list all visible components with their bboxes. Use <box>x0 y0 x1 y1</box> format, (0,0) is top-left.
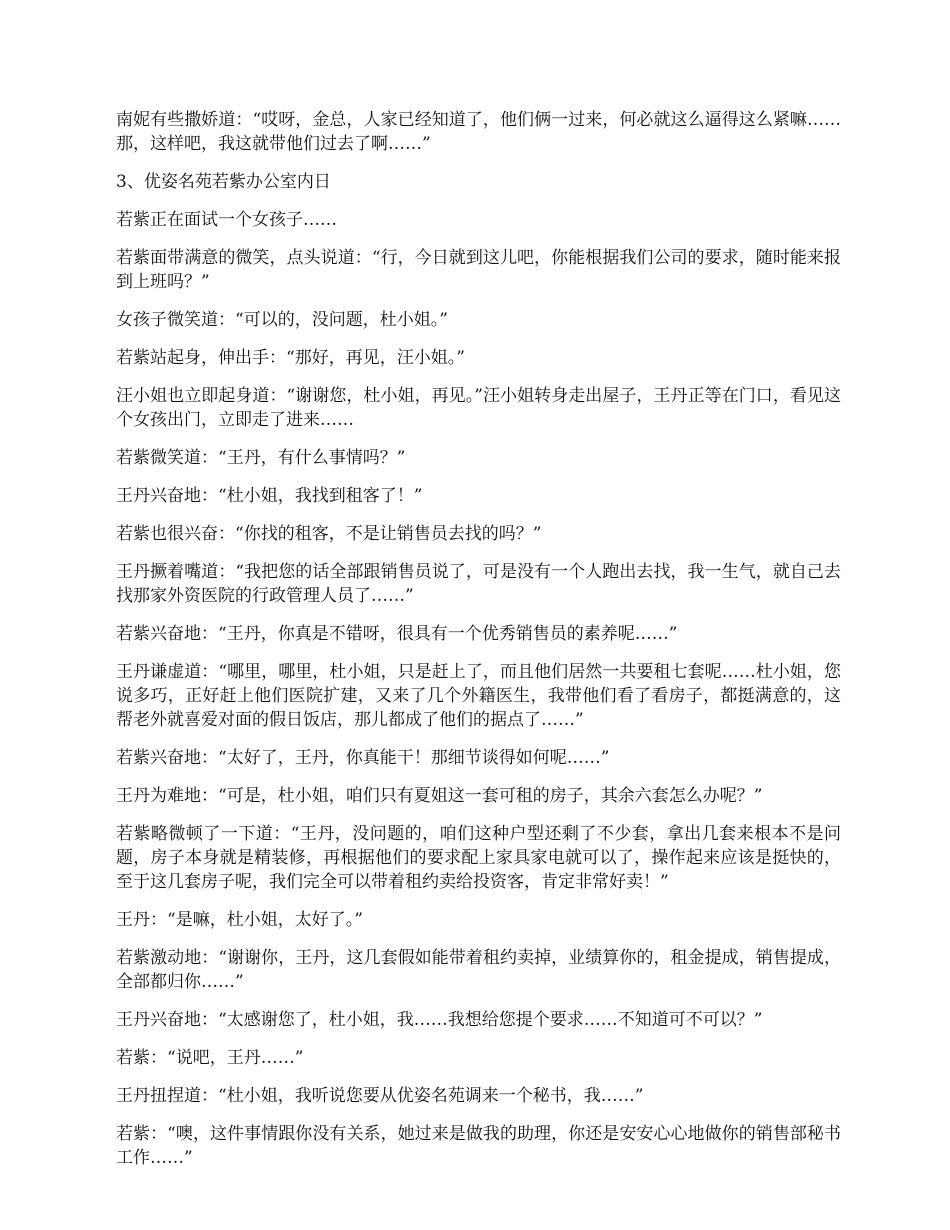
paragraph: 南妮有些撒娇道：“哎呀，金总，人家已经知道了，他们俩一过来，何必就这么逼得这么紧嘛……那，这样吧，我这就带他们过去了啊……” <box>116 110 841 154</box>
paragraph: 若紫面带满意的微笑，点头说道：“行，今日就到这儿吧，你能根据我们公司的要求，随时能来报到上班吗？” <box>116 248 841 292</box>
paragraph: 王丹兴奋地：“杜小姐，我找到租客了！” <box>116 486 423 506</box>
paragraph: 王丹谦虚道：“哪里，哪里，杜小姐，只是赶上了，而且他们居然一共要租七套呢……杜小姐，您说多巧，正好赶上他们医院扩建，又来了几个外籍医生，我带他们看了看房子，都挺满意的，这帮老外就喜爱对面的假日饭店，那儿都成了他们的据点了……” <box>116 662 841 730</box>
paragraph: 若紫也很兴奋：“你找的租客，不是让销售员去找的吗？” <box>116 524 542 544</box>
paragraph: 汪小姐也立即起身道：“谢谢您，杜小姐，再见。”汪小姐转身走出屋子，王丹正等在门口，看见这个女孩出门，立即走了进来…… <box>116 386 841 430</box>
scene-heading: 3、优姿名苑若紫办公室内日 <box>116 172 331 192</box>
paragraph: 王丹为难地：“可是，杜小姐，咱们只有夏姐这一套可租的房子，其余六套怎么办呢？” <box>116 786 763 806</box>
paragraph: 王丹兴奋地：“太感谢您了，杜小姐，我……我想给您提个要求……不知道可不可以？” <box>116 1010 763 1030</box>
paragraph: 若紫微笑道：“王丹，有什么事情吗？” <box>116 448 406 468</box>
paragraph: 王丹扭捏道：“杜小姐，我听说您要从优姿名苑调来一个秘书，我……” <box>116 1086 644 1106</box>
paragraph: 若紫激动地：“谢谢你，王丹，这几套假如能带着租约卖掉，业绩算你的，租金提成，销售提成，全部都归你……” <box>116 948 841 992</box>
paragraph: 若紫略微顿了一下道：“王丹，没问题的，咱们这种户型还剩了不少套，拿出几套来根本不是问题，房子本身就是精装修，再根据他们的要求配上家具家电就可以了，操作起来应该是挺快的，至于这几套房子呢，我们完全可以带着租约卖给投资客，肯定非常好卖！” <box>116 824 841 892</box>
paragraph: 若紫：“噢，这件事情跟你没有关系，她过来是做我的助理，你还是安安心心地做你的销售部秘书工作……” <box>116 1124 841 1168</box>
paragraph: 若紫正在面试一个女孩子…… <box>116 210 337 230</box>
paragraph: 若紫：“说吧，王丹……” <box>116 1048 304 1068</box>
paragraph: 若紫站起身，伸出手：“那好，再见，汪小姐。” <box>116 348 465 368</box>
paragraph: 王丹撅着嘴道：“我把您的话全部跟销售员说了，可是没有一个人跑出去找，我一生气，就自己去找那家外资医院的行政管理人员了……” <box>116 562 841 606</box>
document-body <box>116 108 841 1184</box>
paragraph: 若紫兴奋地：“太好了，王丹，你真能干！那细节谈得如何呢……” <box>116 748 610 768</box>
paragraph: 女孩子微笑道：“可以的，没问题，杜小姐。” <box>116 310 448 330</box>
paragraph: 王丹：“是嘛，杜小姐，太好了。” <box>116 910 363 930</box>
paragraph: 若紫兴奋地：“王丹，你真是不错呀，很具有一个优秀销售员的素养呢……” <box>116 624 678 644</box>
